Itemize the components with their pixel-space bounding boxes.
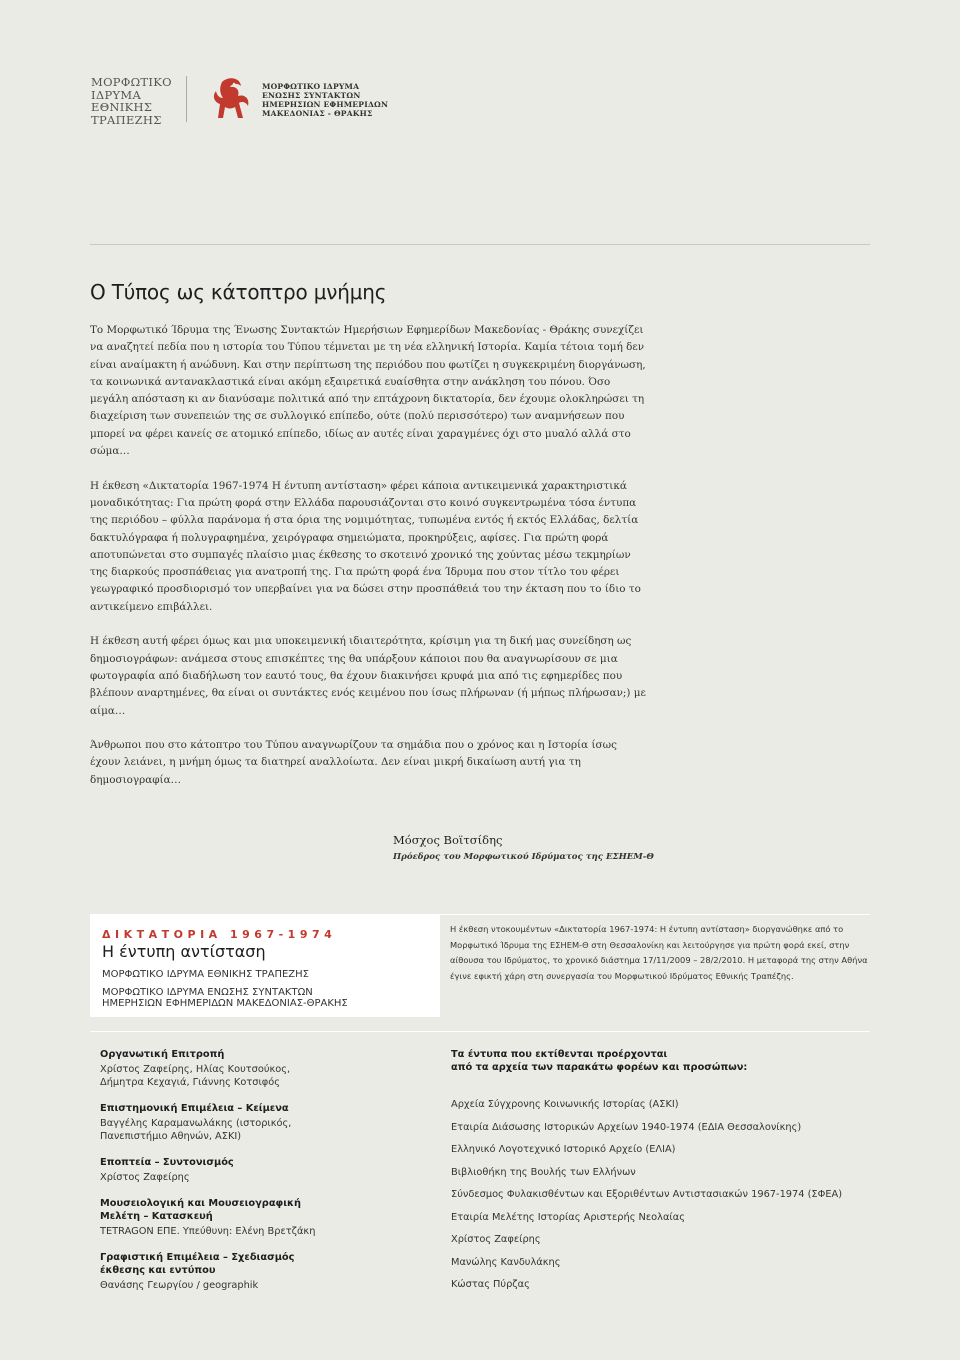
logo-line: ΜΑΚΕΔΟΝΙΑΣ - ΘΡΑΚΗΣ — [262, 109, 373, 118]
exhibition-description: Η έκθεση ντοκουμέντων «Δικτατορία 1967-1974: Η έντυπη αντίσταση» διοργανώθηκε από το Μορφωτικό Ίδρυμα της ΕΣΗΕΜ-Θ στη Θεσσαλονίκη και λειτούργησε για πρώτη φορά εκεί, στην αίθουσα του Ιδρύματος, το χρονικό διάστημα 17/11/2009 – 28/2/2010. Η μεταφορά της στην Αθήνα έγινε εφικτή χάρη στη συνεργασία του Μορφωτικού Ιδρύματος Εθνικής Τραπέζης. — [450, 924, 868, 981]
article-body — [90, 322, 650, 806]
sources — [451, 1048, 891, 1297]
exhibition-title-box — [90, 914, 440, 1017]
credit-heading: Εποπτεία – Συντονισμός — [100, 1157, 234, 1168]
source-item: Χρίστος Ζαφείρης — [451, 1234, 541, 1245]
credit-value: Χρίστος Ζαφείρης — [100, 1172, 190, 1183]
source-item: Εταιρία Μελέτης Ιστορίας Αριστερής Νεολαίας — [451, 1211, 685, 1223]
credit-item — [100, 1048, 430, 1091]
credit-item — [100, 1102, 430, 1145]
source-item: Αρχεία Σύγχρονης Κοινωνικής Ιστορίας (ΑΣΚΙ) — [451, 1099, 679, 1110]
signature-name: Μόσχος Βοϊτσίδης — [393, 833, 503, 847]
organizer-1: ΜΟΡΦΩΤΙΚΟ ΙΔΡΥΜΑ ΕΘΝΙΚΗΣ ΤΡΑΠΕΖΗΣ — [102, 969, 309, 980]
griffin-icon — [208, 74, 258, 124]
logo-line: ΜΟΡΦΩΤΙΚΟ ΙΔΡΥΜΑ — [262, 82, 360, 91]
signature-role: Πρόεδρος του Μορφωτικού Ιδρύματος της ΕΣΗΕΜ-Θ — [393, 852, 654, 862]
credit-value: TETRAGON ΕΠΕ. Υπεύθυνη: Ελένη Βρετζάκη — [100, 1226, 316, 1237]
credit-item — [100, 1197, 430, 1240]
organizer-2-line: ΗΜΕΡΗΣΙΩΝ ΕΦΗΜΕΡΙΔΩΝ ΜΑΚΕΔΟΝΙΑΣ-ΘΡΑΚΗΣ — [102, 998, 348, 1009]
logo-line: ΜΟΡΦΩΤΙΚΟ — [91, 75, 172, 89]
credit-value: Θανάσης Γεωργίου / geographik — [100, 1280, 259, 1291]
credit-value: Βαγγέλης Καραμανωλάκης (ιστορικός, — [100, 1118, 292, 1129]
logo-divider — [186, 76, 187, 122]
source-item: Μανώλης Κανδυλάκης — [451, 1256, 561, 1268]
paragraph: Το Μορφωτικό Ίδρυμα της Ένωσης Συντακτών Ημερήσιων Εφημερίδων Μακεδονίας - Θράκης συνεχίζει να αναζητεί πεδία που η ιστορία του Τύπου τέμνεται με τη νέα ελληνική Ιστορία. Καμία τέτοια τομή δεν είναι αναίμακτη ή ανώδυνη. Και στην περίπτωση της περιόδου που φωτίζει η συγκεκριμένη διοργάνωση, τα κοινωνικά αντανακλαστικά είναι ακόμη εξαιρετικά ευαίσθητα στην ανάκληση του πόνου. Όσο μεγάλη απόσταση κι αν διανύσαμε πολιτικά από την επτάχρονη δικτατορία, δεν έχουμε ολοκληρώσει τη διαχείριση των συνεπειών της σε συλλογικό επίπεδο, ούτε (πολύ περισσότερο) των αναμνήσεων που μπορεί να φέρει κανείς σε ατομικό επίπεδο, ιδίως αν αυτές είναι χαραγμένες όχι στο μυαλό αλλά στο σώμα… — [90, 324, 646, 458]
credit-heading: Οργανωτική Επιτροπή — [100, 1049, 225, 1060]
credit-heading: Μουσειολογική και Μουσειογραφική Μελέτη – Κατασκευή — [100, 1198, 301, 1222]
exhibition-kicker: ΔΙΚΤΑΤΟΡΙΑ 1967-1974 — [102, 928, 337, 941]
logo-line: ΙΔΡΥΜΑ — [91, 87, 142, 102]
credit-item — [100, 1156, 430, 1186]
credit-value: Χρίστος Ζαφείρης, Ηλίας Κουτσούκος, — [100, 1064, 291, 1075]
credit-item — [100, 1251, 430, 1294]
exhibition-title: Η έντυπη αντίσταση — [102, 942, 266, 961]
logo-line: ΕΝΩΣΗΣ ΣΥΝΤΑΚΤΩΝ — [262, 91, 361, 100]
esiem-th-foundation-logo — [262, 82, 388, 118]
credit-heading: Επιστημονική Επιμέλεια – Κείμενα — [100, 1103, 289, 1114]
organizer-2-line: ΜΟΡΦΩΤΙΚΟ ΙΔΡΥΜΑ ΕΝΩΣΗΣ ΣΥΝΤΑΚΤΩΝ — [102, 987, 313, 998]
sources-heading: Τα έντυπα που εκτίθενται προέρχονται από τα αρχεία των παρακάτω φορέων και προσώπων: — [451, 1049, 748, 1073]
nbg-foundation-logo — [91, 76, 172, 126]
credit-heading: Γραφιστική Επιμέλεια – Σχεδιασμός έκθεσης και εντύπου — [100, 1252, 295, 1276]
source-item: Εταιρία Διάσωσης Ιστορικών Αρχείων 1940-1974 (ΕΔΙΑ Θεσσαλονίκης) — [451, 1121, 802, 1133]
organizer-2 — [102, 987, 348, 1009]
credit-value: Δήμητρα Κεχαγιά, Γιάννης Κοτσιφός — [100, 1077, 280, 1088]
credits — [100, 1048, 430, 1305]
source-item: Βιβλιοθήκη της Βουλής των Ελλήνων — [451, 1166, 636, 1178]
logo-line: ΤΡΑΠΕΖΗΣ — [91, 112, 162, 127]
logo-line: ΕΘΝΙΚΗΣ — [91, 100, 153, 114]
divider — [90, 244, 870, 245]
source-item: Σύνδεσμος Φυλακισθέντων και Εξοριθέντων Αντιστασιακών 1967-1974 (ΣΦΕΑ) — [451, 1189, 843, 1200]
paragraph: Η έκθεση αυτή φέρει όμως και μια υποκειμενική ιδιαιτερότητα, κρίσιμη για τη δική μας συνείδηση ως δημοσιογράφων: ανάμεσα στους επισκέπτες της θα υπάρξουν κάποιοι που θα αναγνωρίσουν σε μια φωτογραφία από διαδήλωση τον εαυτό τους, θα έχουν διακινήσει κρυφά μια από τις εφημερίδες που βλέπουν αναρτημένες, θα είναι οι συντάκτες ενός κειμένου που ίσως πλήρωναν (ή μήπως πλήρωσαν;) με αίμα… — [90, 635, 646, 717]
source-item: Κώστας Πύρζας — [451, 1279, 530, 1290]
page-title: Ο Τύπος ως κάτοπτρο μνήμης — [90, 280, 387, 304]
source-item: Ελληνικό Λογοτεχνικό Ιστορικό Αρχείο (ΕΛΙΑ) — [451, 1144, 676, 1155]
exhibition-band — [90, 914, 870, 1017]
credit-value: Πανεπιστήμιο Αθηνών, ΑΣΚΙ) — [100, 1131, 242, 1142]
divider — [90, 1031, 870, 1032]
paragraph: Άνθρωποι που στο κάτοπτρο του Τύπου αναγνωρίζουν τα σημάδια που ο χρόνος και η Ιστορία ίσως έχουν λειάνει, η μνήμη όμως τα διατηρεί αναλλοίωτα. Δεν είναι μικρή δικαίωση αυτή για τη δημοσιογραφία… — [90, 739, 617, 786]
paragraph: Η έκθεση «Δικτατορία 1967-1974 Η έντυπη αντίσταση» φέρει κάποια αντικειμενικά χαρακτηριστικά μοναδικότητας: Για πρώτη φορά στην Ελλάδα παρουσιάζονται στο κοινό συγκεντρωμένα τόσα έντυπα της περιόδου – φύλλα παράνομα ή στα όρια της νομιμότητας, τυπωμένα εντός ή εκτός Ελλάδας, δελτία δακτυλόγραφα ή πολυγραφημένα, χειρόγραφα σημειώματα, προκηρύξεις, αφίσες. Για πρώτη φορά αποτυπώνεται στο συμπαγές πλαίσιο μιας έκθεσης το σκοτεινό χρονικό της χούντας μέσω τεκμηρίων της διαρκούς προσπάθειας για ανατροπή της. Για πρώτη φορά ένα Ίδρυμα που στον τίτλο του φέρει γεωγραφικό προσδιορισμό τον υπερβαίνει για να δώσει στην προσπάθειά του την έκταση που το ίδιο το αντικείμενο επιβάλλει. — [90, 479, 641, 613]
logo-line: ΗΜΕΡΗΣΙΩΝ ΕΦΗΜΕΡΙΔΩΝ — [262, 100, 389, 109]
